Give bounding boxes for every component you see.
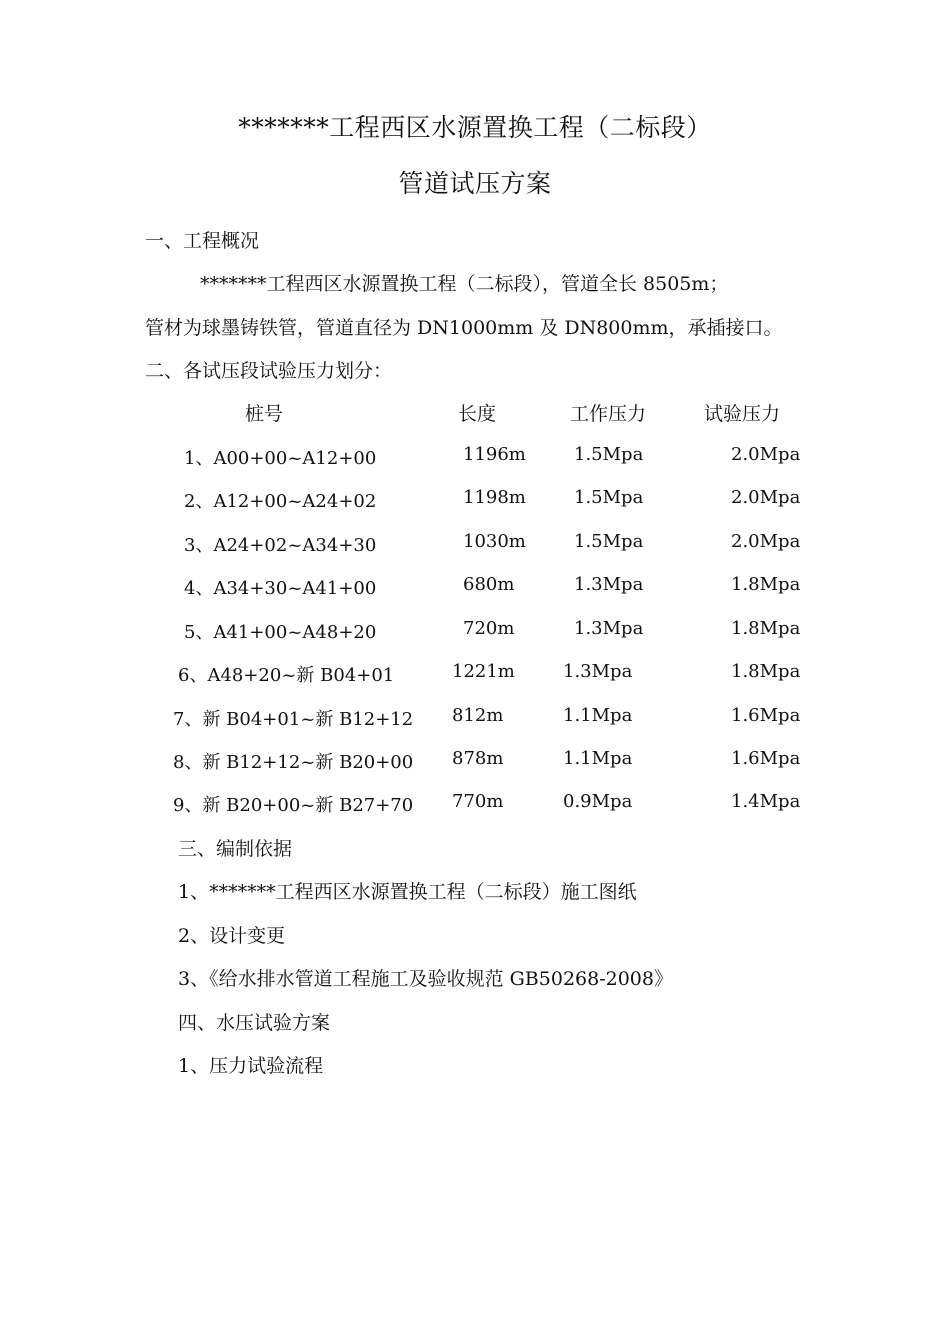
table-cell-station: 6、A48+20~新 B04+01 bbox=[178, 665, 395, 686]
table-cell-working-pressure: 1.5Mpa bbox=[574, 444, 644, 465]
table-cell-test-pressure: 1.8Mpa bbox=[731, 661, 801, 682]
table-cell-working-pressure: 1.3Mpa bbox=[574, 574, 644, 595]
table-cell-station: 4、A34+30~A41+00 bbox=[184, 578, 377, 599]
table-cell-working-pressure: 1.1Mpa bbox=[563, 748, 633, 769]
table-header-station: 桩号 bbox=[245, 403, 284, 425]
basis-item-1: 1、*******工程西区水源置换工程（二标段）施工图纸 bbox=[178, 881, 637, 903]
table-cell-working-pressure: 1.1Mpa bbox=[563, 705, 633, 726]
table-cell-length: 878m bbox=[452, 748, 504, 769]
table-cell-length: 770m bbox=[452, 791, 504, 812]
table-cell-station: 7、新 B04+01~新 B12+12 bbox=[173, 709, 414, 730]
hydro-test-item-1: 1、压力试验流程 bbox=[178, 1055, 324, 1077]
table-cell-length: 812m bbox=[452, 705, 504, 726]
table-cell-test-pressure: 1.6Mpa bbox=[731, 748, 801, 769]
table-cell-test-pressure: 1.8Mpa bbox=[731, 574, 801, 595]
section-heading-basis: 三、编制依据 bbox=[178, 838, 293, 860]
table-cell-station: 3、A24+02~A34+30 bbox=[184, 535, 377, 556]
table-cell-station: 9、新 B20+00~新 B27+70 bbox=[173, 795, 414, 816]
section-heading-hydro-test: 四、水压试验方案 bbox=[178, 1012, 331, 1034]
table-cell-working-pressure: 1.5Mpa bbox=[574, 531, 644, 552]
table-cell-test-pressure: 2.0Mpa bbox=[731, 444, 801, 465]
table-cell-test-pressure: 1.8Mpa bbox=[731, 618, 801, 639]
table-cell-length: 680m bbox=[463, 574, 515, 595]
table-cell-test-pressure: 1.6Mpa bbox=[731, 705, 801, 726]
overview-paragraph-line1: *******工程西区水源置换工程（二标段），管道全长 8505m； bbox=[200, 273, 729, 295]
table-cell-length: 720m bbox=[463, 618, 515, 639]
table-header-test-pressure: 试验压力 bbox=[704, 403, 781, 425]
table-cell-test-pressure: 1.4Mpa bbox=[731, 791, 801, 812]
table-cell-working-pressure: 1.5Mpa bbox=[574, 487, 644, 508]
section-heading-pressure: 二、各试压段试验压力划分： bbox=[145, 360, 393, 382]
overview-paragraph-line2: 管材为球墨铸铁管，管道直径为 DN1000mm 及 DN800mm，承插接口。 bbox=[145, 317, 783, 339]
doc-title: *******工程西区水源置换工程（二标段） bbox=[238, 113, 712, 142]
table-cell-working-pressure: 1.3Mpa bbox=[574, 618, 644, 639]
table-cell-station: 5、A41+00~A48+20 bbox=[184, 622, 377, 643]
table-cell-station: 1、A00+00~A12+00 bbox=[184, 448, 377, 469]
basis-item-3: 3、《给水排水管道工程施工及验收规范 GB50268-2008》 bbox=[178, 968, 673, 990]
section-heading-overview: 一、工程概况 bbox=[145, 230, 260, 252]
table-cell-working-pressure: 1.3Mpa bbox=[563, 661, 633, 682]
doc-subtitle: 管道试压方案 bbox=[398, 169, 552, 198]
table-cell-station: 8、新 B12+12~新 B20+00 bbox=[173, 752, 414, 773]
table-header-working-pressure: 工作压力 bbox=[570, 403, 647, 425]
table-cell-length: 1030m bbox=[463, 531, 526, 552]
table-cell-length: 1198m bbox=[463, 487, 526, 508]
table-cell-station: 2、A12+00~A24+02 bbox=[184, 491, 377, 512]
table-cell-length: 1196m bbox=[463, 444, 526, 465]
table-header-length: 长度 bbox=[458, 403, 497, 425]
basis-item-2: 2、设计变更 bbox=[178, 925, 286, 947]
table-cell-working-pressure: 0.9Mpa bbox=[563, 791, 633, 812]
table-cell-test-pressure: 2.0Mpa bbox=[731, 531, 801, 552]
table-cell-length: 1221m bbox=[452, 661, 515, 682]
table-cell-test-pressure: 2.0Mpa bbox=[731, 487, 801, 508]
